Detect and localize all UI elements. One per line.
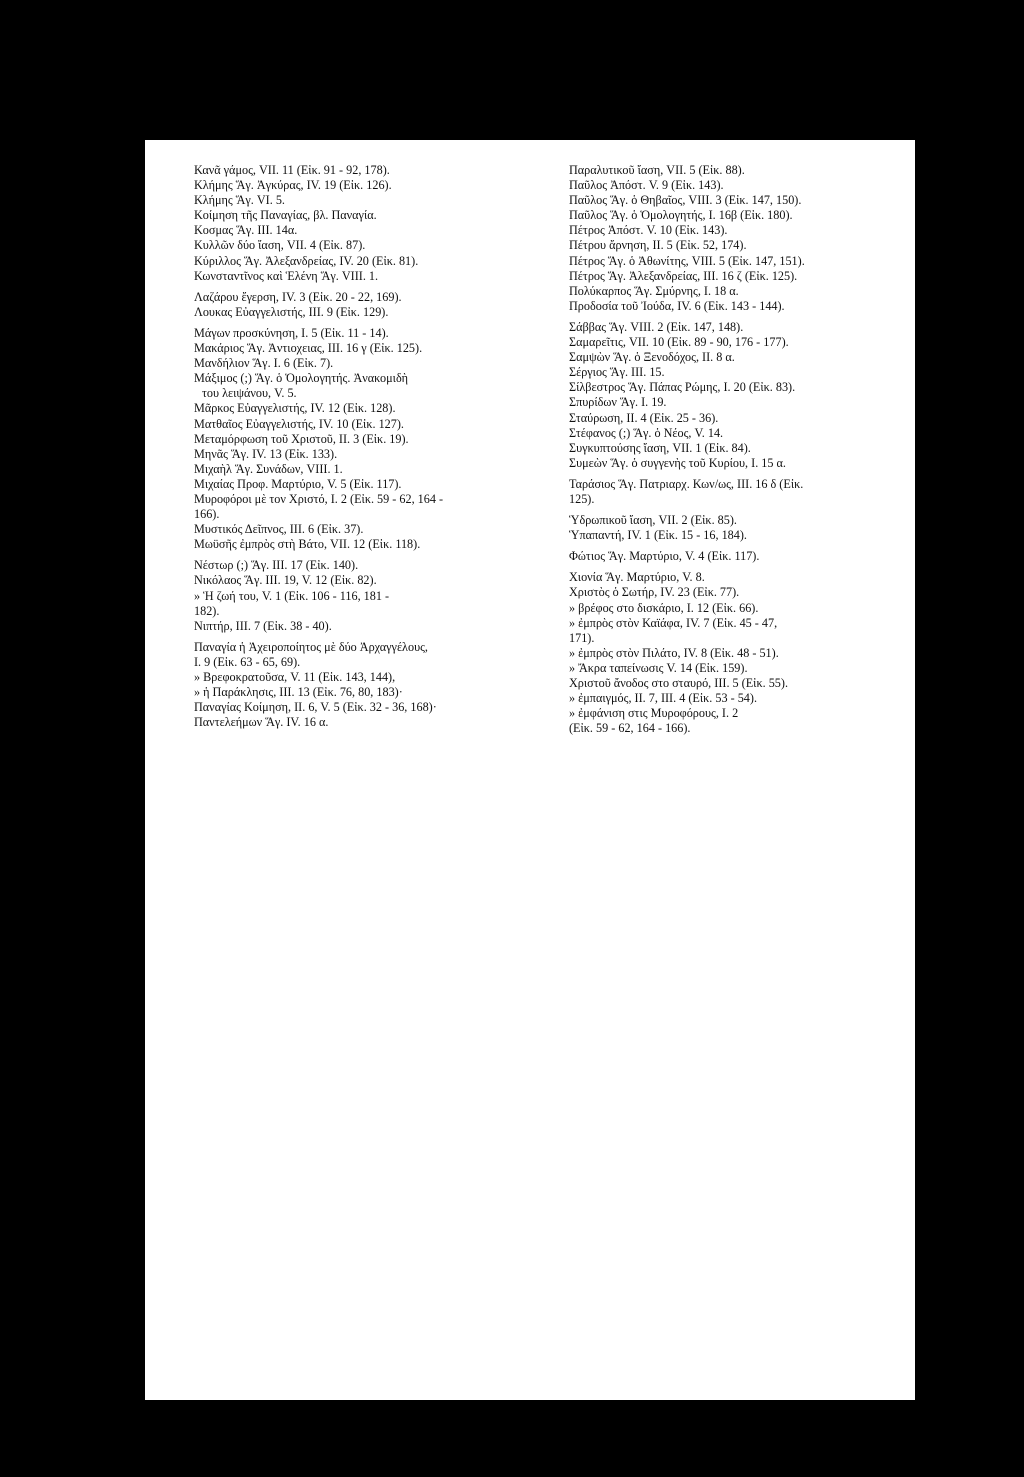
index-entry: I. 9 (Εἰκ. 63 - 65, 69). [194, 654, 301, 669]
index-entry: Ταράσιος Ἅγ. Πατριαρχ. Κων/ως, III. 16 δ (Εἰκ. [569, 476, 804, 491]
index-entry: Λουκας Εὐαγγελιστής, III. 9 (Εἰκ. 129). [194, 304, 389, 319]
index-entry: Μᾶρκος Εὐαγγελιστής, IV. 12 (Εἰκ. 128). [194, 401, 396, 416]
index-entry: » ἐμφάνιση στις Μυροφόρους, I. 2 [569, 706, 739, 721]
index-entry: 166). [194, 507, 220, 522]
index-entry: Μάγων προσκύνηση, I. 5 (Εἰκ. 11 - 14). [194, 325, 389, 340]
index-entry: Νιπτήρ, III. 7 (Εἰκ. 38 - 40). [194, 618, 332, 633]
index-entry: Μάξιμος (;) Ἅγ. ὁ Ὁμολογητής. Ἀνακομιδὴ [194, 371, 409, 386]
index-column-right [569, 163, 909, 736]
index-entry: Κλήμης Ἅγ. VI. 5. [194, 193, 285, 208]
index-entry: » ἐμπρὸς στὸν Πιλάτο, IV. 8 (Εἰκ. 48 - 51). [569, 645, 779, 660]
index-entry: Μεταμόρφωση τοῦ Χριστοῦ, II. 3 (Εἰκ. 19). [194, 431, 409, 446]
index-entry: Χιονία Ἅγ. Μαρτύριο, V. 8. [569, 570, 705, 585]
index-entry: Χριστοῦ ἄνοδος στο σταυρό, III. 5 (Εἰκ. 55). [569, 676, 788, 690]
index-entry: Ὑπαπαντή, IV. 1 (Εἰκ. 15 - 16, 184). [569, 528, 747, 543]
index-entry: Λαζάρου ἔγερση, IV. 3 (Εἰκ. 20 - 22, 169). [194, 289, 402, 304]
index-entry: Σίλβεστρος Ἅγ. Πάπας Ρώμης, I. 20 (Εἰκ. 83). [569, 380, 796, 395]
index-entry: του λειψάνου, V. 5. [202, 386, 297, 401]
index-entry: Φώτιος Ἅγ. Μαρτύριο, V. 4 (Εἰκ. 117). [569, 549, 760, 564]
index-entry: Ματθαῖος Εὐαγγελιστής, IV. 10 (Εἰκ. 127). [194, 416, 404, 431]
index-entry: Μηνᾶς Ἅγ. IV. 13 (Εἰκ. 133). [194, 446, 338, 461]
index-entry: Μιχαίας Προφ. Μαρτύριο, V. 5 (Εἰκ. 117). [194, 476, 402, 491]
index-entry: Κύριλλος Ἅγ. Ἀλεξανδρείας, IV. 20 (Εἰκ. 81). [194, 253, 419, 268]
index-entry: 125). [569, 491, 595, 506]
index-entry: Μυροφόροι μὲ τον Χριστό, I. 2 (Εἰκ. 59 - 62, 164 - [194, 491, 444, 506]
index-entry: Χριστὸς ὁ Σωτήρ, IV. 23 (Εἰκ. 77). [569, 585, 740, 600]
index-entry: Πέτρος Ἀπόστ. V. 10 (Εἰκ. 143). [569, 223, 728, 238]
index-entry: Σταύρωση, II. 4 (Εἰκ. 25 - 36). [569, 410, 719, 425]
index-entry: Παναγία ἡ Ἀχειροποίητος μὲ δύο Ἀρχαγγέλους, [194, 639, 428, 654]
index-entry: » ἐμπαιγμός, II. 7, III. 4 (Εἰκ. 53 - 54). [569, 691, 758, 706]
index-entry: Κωνσταντῖνος καὶ Ἑλένη Ἅγ. VIII. 1. [194, 268, 379, 283]
index-entry: Σαμαρεῖτις, VII. 10 (Εἰκ. 89 - 90, 176 - 177). [569, 335, 789, 350]
index-entry: » Βρεφοκρατοῦσα, V. 11 (Εἰκ. 143, 144), [194, 670, 396, 684]
index-entry: Μυστικός Δεῖπνος, III. 6 (Εἰκ. 37). [194, 522, 364, 537]
index-entry: Πέτρος Ἅγ. Ἀλεξανδρείας, III. 16 ζ (Εἰκ. 125). [569, 268, 798, 283]
index-entry: Παῦλος Ἅγ. ὁ Ὁμολογητής, I. 16β (Εἰκ. 180). [569, 208, 793, 223]
index-entry: » ἐμπρὸς στὸν Καϊάφα, IV. 7 (Εἰκ. 45 - 47, [569, 615, 778, 630]
index-entry: Συγκυπτούσης ἴαση, VII. 1 (Εἰκ. 84). [569, 440, 751, 455]
index-entry: Παντελεήμων Ἅγ. IV. 16 α. [194, 715, 329, 730]
index-entry: Παῦλος Ἅγ. ὁ Θηβαῖος, VIII. 3 (Εἰκ. 147, 150). [569, 193, 802, 208]
index-entry: 182). [194, 603, 220, 618]
index-entry: Σαμψὼν Ἅγ. ὁ Ξενοδόχος, II. 8 α. [569, 350, 735, 365]
index-entry: Ὑδρωπικοῦ ἴαση, VII. 2 (Εἰκ. 85). [569, 513, 737, 528]
index-entry: Πέτρου ἄρνηση, II. 5 (Εἰκ. 52, 174). [569, 238, 747, 253]
index-entry: Σπυρίδων Ἅγ. I. 19. [569, 395, 667, 410]
index-entry: Σάββας Ἅγ. VIII. 2 (Εἰκ. 147, 148). [569, 319, 744, 334]
index-entry: » Ἄκρα ταπείνωσις V. 14 (Εἰκ. 159). [569, 660, 748, 675]
index-entry: Κλήμης Ἅγ. Ἀγκύρας, IV. 19 (Εἰκ. 126). [194, 178, 392, 193]
index-entry: Παναγίας Κοίμηση, II. 6, V. 5 (Εἰκ. 32 - 36, 168)· [194, 700, 437, 715]
index-entry: Νέστωρ (;) Ἅγ. III. 17 (Εἰκ. 140). [194, 558, 359, 573]
index-entry: Μακάριος Ἅγ. Ἀντιοχειας, III. 16 γ (Εἰκ. 125). [194, 341, 423, 356]
index-entry: Προδοσία τοῦ Ἰούδα, IV. 6 (Εἰκ. 143 - 144). [569, 298, 785, 313]
index-entry: » Ἡ ζωή του, V. 1 (Εἰκ. 106 - 116, 181 - [194, 588, 390, 603]
index-entry: Στέφανος (;) Ἅγ. ὁ Νέος, V. 14. [569, 425, 724, 440]
index-entry: Πολύκαρπος Ἅγ. Σμύρνης, I. 18 α. [569, 283, 739, 298]
index-entry: Κοίμηση τῆς Παναγίας, βλ. Παναγία. [194, 208, 377, 223]
index-entry: Συμεὼν Ἅγ. ὁ συγγενὴς τοῦ Κυρίου, I. 15 α. [569, 455, 786, 470]
index-entry: Μιχαὴλ Ἅγ. Συνάδων, VIII. 1. [194, 461, 343, 476]
index-entry: Νικόλαος Ἅγ. III. 19, V. 12 (Εἰκ. 82). [194, 573, 377, 588]
index-entry: 171). [569, 630, 595, 645]
index-entry: (Εἰκ. 59 - 62, 164 - 166). [569, 721, 691, 736]
index-entry: » βρέφος στο δισκάριο, I. 12 (Εἰκ. 66). [569, 600, 759, 615]
index-entry: Πέτρος Ἅγ. ὁ Ἀθωνίτης, VIII. 5 (Εἰκ. 147, 151). [569, 253, 805, 268]
index-column-left [194, 163, 554, 730]
index-entry: Κυλλῶν δύο ἴαση, VII. 4 (Εἰκ. 87). [194, 238, 366, 253]
index-entry: Μανδήλιον Ἅγ. I. 6 (Εἰκ. 7). [194, 356, 334, 371]
index-entry: Κανᾶ γάμος, VII. 11 (Εἰκ. 91 - 92, 178). [194, 163, 390, 177]
index-entry: Μωϋσῆς ἐμπρὸς στὴ Βάτο, VII. 12 (Εἰκ. 118). [194, 537, 421, 552]
index-entry: Παῦλος Ἀπόστ. V. 9 (Εἰκ. 143). [569, 178, 724, 193]
index-entry: » ἡ Παράκλησις, III. 13 (Εἰκ. 76, 80, 183)· [194, 685, 403, 700]
index-entry: Κοσμας Ἅγ. ΙΙΙ. 14α. [194, 223, 298, 238]
index-entry: Παραλυτικοῦ ἴαση, VII. 5 (Εἰκ. 88). [569, 163, 745, 177]
index-entry: Σέργιος Ἅγ. III. 15. [569, 365, 665, 380]
